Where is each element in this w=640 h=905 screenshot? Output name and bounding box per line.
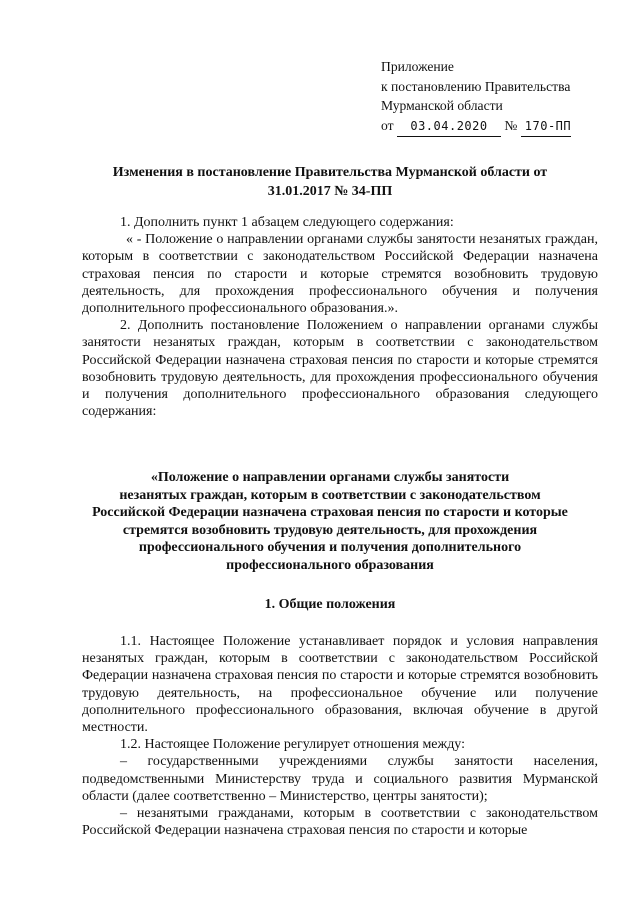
appendix-date-line (381, 116, 621, 138)
regulation-title-line-2: незанятых граждан, которым в соответствии с законодательством (119, 487, 541, 503)
regulation-title (60, 469, 600, 574)
document-title (60, 163, 600, 201)
appendix-region-line: Мурманской области (381, 98, 503, 113)
regulation-title-line-1: «Положение о направлении органами службы занятости (150, 470, 510, 485)
regulation-title-line-5: профессионального обучения и получения дополнительного (138, 540, 522, 555)
intro-section (82, 214, 598, 420)
appendix-label: Приложение (381, 59, 454, 74)
paragraph-1-quote: « - Положение о направлении органами службы занятости незанятых граждан, которым в соответствии с законодательством Российской Федерации назначена страховая пенсия по старости и которые стремятся возобновить трудовую деятельность, для прохождения профессионального обучения и получения дополнительного профессионального образования.». (82, 232, 598, 317)
general-provisions (82, 633, 598, 839)
clause-1-2-item-1: – государственными учреждениями службы занятости населения, подведомственными Министерству труда и социального развития Мурманской области (далее соответственно – Министерство, центры занятости); (82, 754, 598, 804)
clause-1-1: 1.1. Настоящее Положение устанавливает порядок и условия направления незанятых граждан, которым в соответствии с законодательством Российской Федерации назначена страховая пенсия по старости и которые стремятся возобновить трудовую деятельность, на профессиональное обучение или получение дополнительного профессионального образования, включая обучение в другой местности. (82, 634, 598, 736)
number-label: № (504, 117, 518, 133)
section-heading: 1. Общие положения (264, 597, 396, 612)
appendix-block (381, 57, 621, 137)
title-line-2: 31.01.2017 № 34-ПП (267, 184, 393, 199)
appendix-resolution-line: к постановлению Правительства (381, 78, 571, 94)
paragraph-2: 2. Дополнить постановление Положением о направлении органами службы занятости незанятых граждан, которым в соответствии с законодательством Российской Федерации назначена страховая пенсия по старости и которые стремятся возобновить трудовую деятельность, для прохождения профессионального обучения и получения дополнительного профессионального образования следующего содержания: (82, 318, 598, 420)
title-line-1: Изменения в постановление Правительства Мурманской области от (112, 165, 548, 180)
regulation-title-line-6: профессионального образования (226, 557, 434, 573)
resolution-number: 170-ПП (521, 117, 571, 138)
from-label: от (381, 117, 394, 133)
clause-1-2: 1.2. Настоящее Положение регулирует отношения между: (120, 737, 466, 753)
regulation-title-line-3: Российской Федерации назначена страховая пенсия по старости и которые (92, 505, 568, 520)
regulation-title-line-4: стремятся возобновить трудовую деятельность, для прохождения (122, 522, 538, 538)
clause-1-2-item-2: – незанятыми гражданами, которым в соответствии с законодательством Российской Федерации назначена страховая пенсия по старости и которые (82, 806, 598, 839)
resolution-date: 03.04.2020 (397, 117, 501, 138)
paragraph-1: 1. Дополнить пункт 1 абзацем следующего содержания: (120, 215, 454, 230)
